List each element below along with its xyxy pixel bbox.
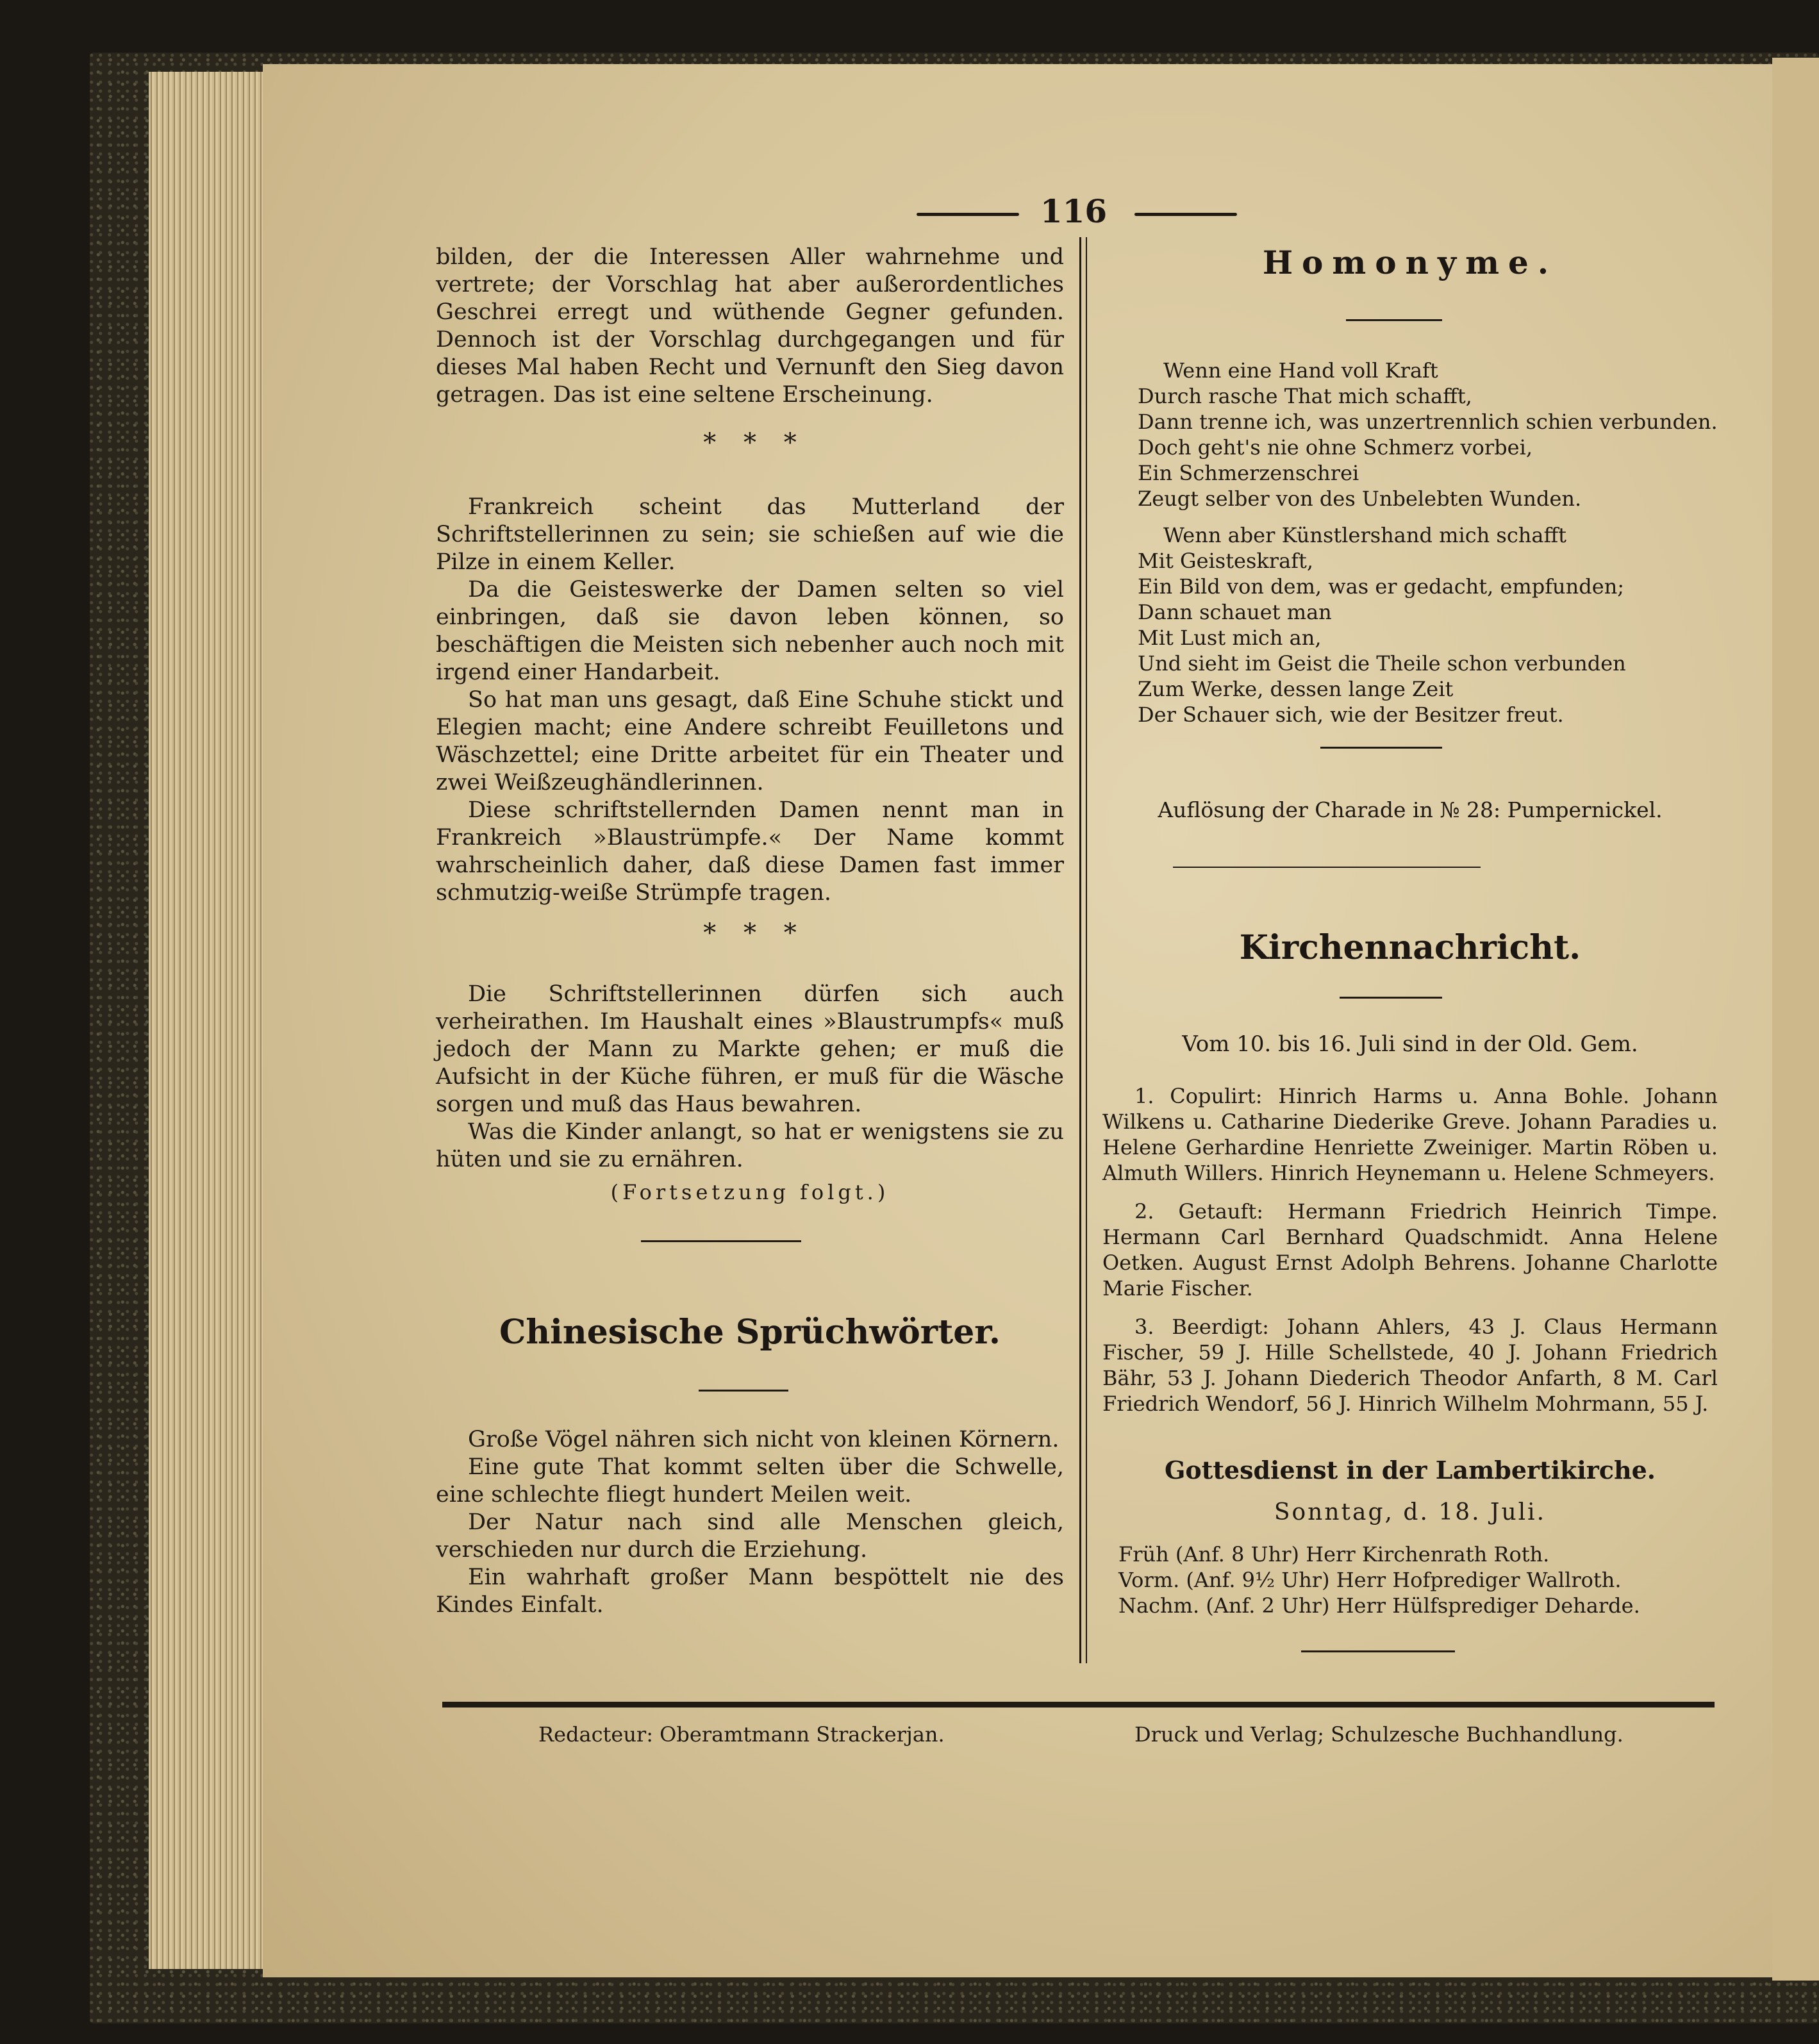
header-ornament-left bbox=[917, 213, 1019, 216]
record-getauft: 2. Getauft: Hermann Friedrich Heinrich Timpe. Hermann Carl Bernhard Quadschmidt. Anna Helene Oetken. August Ernst Adolph Behrens. Johanne Charlotte Marie Fischer. bbox=[1102, 1199, 1718, 1300]
header-ornament-right bbox=[1134, 213, 1237, 216]
section-rule bbox=[699, 1390, 788, 1392]
page-edges bbox=[149, 72, 277, 1969]
section-rule bbox=[1346, 319, 1442, 321]
poem-line: Durch rasche That mich schafft, bbox=[1138, 384, 1472, 408]
record-copulirt: 1. Copulirt: Hinrich Harms u. Anna Bohle. Johann Wilkens u. Catharine Diederike Greve. Johann Paradies u. Helene Gerhardine Henriette Zweiniger. Martin Röben u. Almuth Willers. Hinrich Heynemann u. Helene Schmeyers. bbox=[1102, 1084, 1718, 1185]
section-heading: Chinesische Sprüchwörter. bbox=[499, 1313, 1001, 1352]
section-rule bbox=[641, 1240, 801, 1242]
poem-line: Dann schauet man bbox=[1138, 600, 1332, 624]
left-column-body-2 bbox=[436, 981, 1064, 1174]
paragraph: bilden, der die Interessen Aller wahrnehme und vertrete; der Vorschlag hat aber außerordentliches Geschrei erregt und wüthende Gegner gefunden. Dennoch ist der Vorschlag durchgegangen und für dieses Mal haben Recht und Vernunft den Sieg davon getragen. Das ist eine seltene Erscheinung. bbox=[436, 244, 1064, 408]
section-rule bbox=[1320, 747, 1442, 749]
poem-line: Ein Bild von dem, was er gedacht, empfunden; bbox=[1138, 574, 1625, 599]
paragraph: Diese schriftstellernden Damen nennt man in Frankreich »Blaustrümpfe.« Der Name kommt wahrscheinlich daher, daß diese Damen fast immer schmutzig-weiße Strümpfe tragen. bbox=[436, 797, 1064, 906]
service-date: Sonntag, d. 18. Juli. bbox=[1274, 1499, 1547, 1525]
continued-note: (Fortsetzung folgt.) bbox=[610, 1180, 890, 1204]
poem-stanza-2 bbox=[1138, 522, 1727, 727]
poem-stanza-1 bbox=[1138, 358, 1727, 511]
section-heading: Homonyme. bbox=[1262, 244, 1558, 281]
section-rule bbox=[1173, 867, 1481, 868]
paragraph: Was die Kinder anlangt, so hat er wenigstens sie zu hüten und sie zu ernähren. bbox=[436, 1119, 1064, 1172]
poem-line: Mit Lust mich an, bbox=[1138, 626, 1322, 650]
paragraph: So hat man uns gesagt, daß Eine Schuhe stickt und Elegien macht; eine Andere schreibt Feuilletons und Wäschzettel; eine Dritte arbeitet für ein Theater und zwei Weißzeughändlerinnen. bbox=[436, 687, 1064, 795]
service-item: Früh (Anf. 8 Uhr) Herr Kirchenrath Roth. bbox=[1118, 1542, 1550, 1566]
column-divider bbox=[1079, 237, 1081, 1663]
footer-printer: Druck und Verlag; Schulzesche Buchhandlung. bbox=[1134, 1722, 1624, 1747]
poem-line: Zum Werke, dessen lange Zeit bbox=[1138, 677, 1454, 701]
paragraph: Die Schriftstellerinnen dürfen sich auch verheirathen. Im Haushalt eines »Blaustrumpfs« muß jedoch der Mann zu Markte gehen; er muß die Aufsicht in der Küche führen, er muß für die Wäsche sorgen und muß das Haus bewahren. bbox=[436, 981, 1064, 1117]
service-item: Nachm. (Anf. 2 Uhr) Herr Hülfsprediger Deharde. bbox=[1118, 1593, 1640, 1618]
proverb: Große Vögel nähren sich nicht von kleinen Körnern. bbox=[468, 1427, 1059, 1452]
proverb: Ein wahrhaft großer Mann bespöttelt nie des Kindes Einfalt. bbox=[436, 1565, 1064, 1618]
left-column-body bbox=[436, 494, 1064, 907]
section-rule bbox=[1301, 1650, 1455, 1652]
poem-line: Dann trenne ich, was unzertrennlich schien verbunden. bbox=[1138, 410, 1718, 434]
separator-stars: * * * bbox=[703, 918, 797, 948]
record-beerdigt: 3. Beerdigt: Johann Ahlers, 43 J. Claus Hermann Fischer, 59 J. Hille Schellstede, 40 J. Johann Friedrich Bähr, 53 J. Johann Diederich Theodor Anfarth, 8 M. Carl Friedrich Wendorf, 56 J. Hinrich Wilhelm Mohrmann, 55 J. bbox=[1102, 1315, 1718, 1416]
poem-line: Wenn eine Hand voll Kraft bbox=[1163, 358, 1438, 383]
proverb: Eine gute That kommt selten über die Schwelle, eine schlechte fliegt hundert Meilen weit. bbox=[436, 1454, 1064, 1508]
footer-editor: Redacteur: Oberamtmann Strackerjan. bbox=[538, 1722, 945, 1747]
footer-rule bbox=[442, 1702, 1715, 1707]
facing-page-edge bbox=[1772, 58, 1819, 1981]
paragraph: Da die Geisteswerke der Damen selten so viel einbringen, daß sie davon leben können, so beschäftigen die Meisten sich nebenher auch noch mit irgend einer Handarbeit. bbox=[436, 577, 1064, 685]
proverb: Der Natur nach sind alle Menschen gleich, verschieden nur durch die Erziehung. bbox=[436, 1509, 1064, 1563]
paragraph: Frankreich scheint das Mutterland der Schriftstellerinnen zu sein; sie schießen auf wie die Pilze in einem Keller. bbox=[436, 494, 1064, 575]
section-rule bbox=[1340, 997, 1442, 999]
poem-line: Doch geht's nie ohne Schmerz vorbei, bbox=[1138, 435, 1532, 460]
service-list bbox=[1118, 1541, 1708, 1618]
church-records bbox=[1102, 1083, 1718, 1417]
poem-line: Und sieht im Geist die Theile schon verbunden bbox=[1138, 651, 1626, 676]
poem-line: Mit Geisteskraft, bbox=[1138, 549, 1314, 573]
poem-line: Zeugt selber von des Unbelebten Wunden. bbox=[1138, 486, 1582, 511]
service-item: Vorm. (Anf. 9½ Uhr) Herr Hofprediger Wallroth. bbox=[1118, 1568, 1622, 1592]
service-heading: Gottesdienst in der Lambertikirche. bbox=[1164, 1456, 1656, 1484]
proverb-list bbox=[436, 1426, 1064, 1619]
charade-solution: Auflösung der Charade in № 28: Pumpernickel. bbox=[1158, 797, 1663, 822]
poem-line: Der Schauer sich, wie der Besitzer freut. bbox=[1138, 702, 1564, 727]
poem-line: Wenn aber Künstlershand mich schafft bbox=[1163, 523, 1567, 547]
left-column bbox=[436, 244, 1064, 409]
separator-stars: * * * bbox=[703, 428, 797, 458]
page-number: 116 bbox=[1040, 192, 1108, 230]
section-heading: Kirchennachricht. bbox=[1239, 928, 1581, 967]
poem-line: Ein Schmerzenschrei bbox=[1138, 461, 1359, 485]
church-week: Vom 10. bis 16. Juli sind in der Old. Gem. bbox=[1182, 1031, 1638, 1057]
column-divider-inner bbox=[1086, 237, 1087, 1663]
